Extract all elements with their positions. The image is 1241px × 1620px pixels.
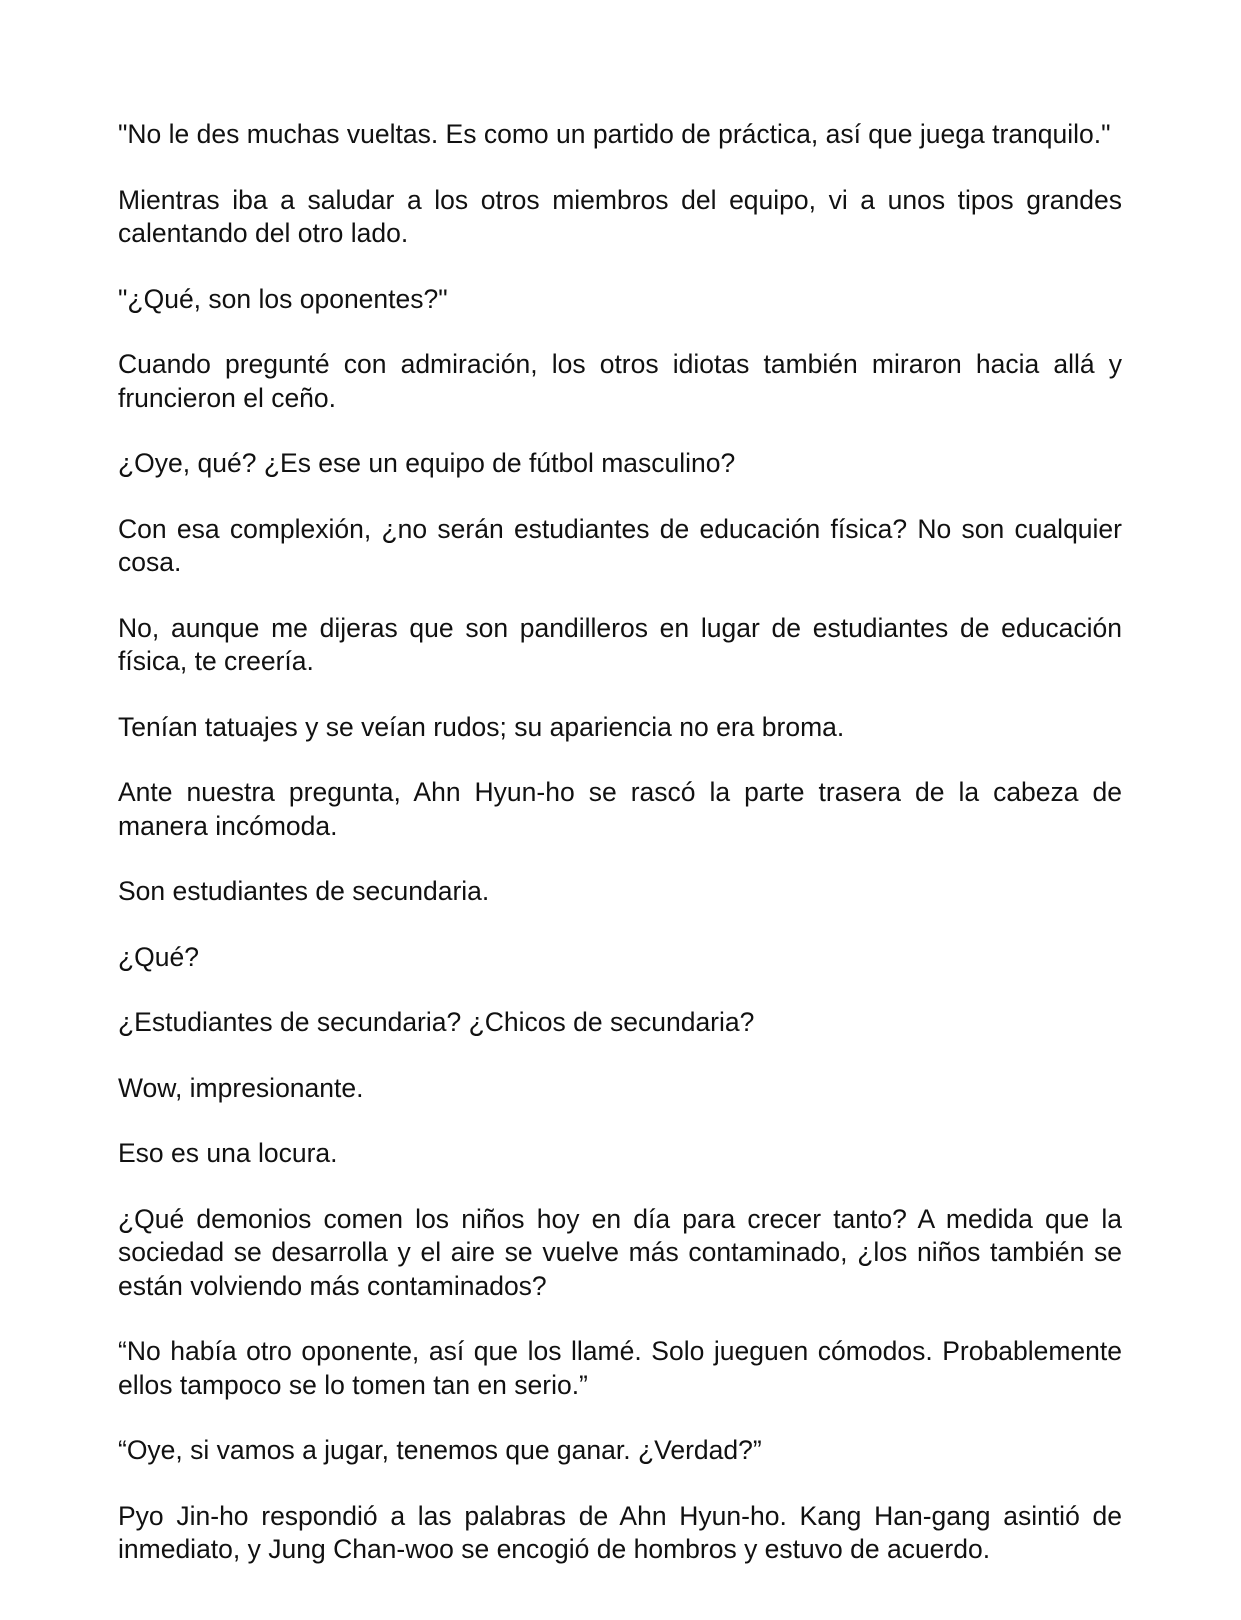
paragraph: ¿Oye, qué? ¿Es ese un equipo de fútbol masculino? bbox=[118, 448, 736, 478]
paragraph: "¿Qué, son los oponentes?" bbox=[118, 283, 448, 314]
paragraph: Con esa complexión, ¿no serán estudiantes de educación física? No son cualquier cosa. bbox=[118, 513, 1122, 577]
paragraph: Tenían tatuajes y se veían rudos; su apariencia no era broma. bbox=[118, 711, 845, 742]
paragraph: Pyo Jin-ho respondió a las palabras de Ahn Hyun-ho. Kang Han-gang asintió de inmediato, y Jung Chan-woo se encogió de hombros y estuvo de acuerdo. bbox=[118, 1500, 1122, 1564]
paragraph: Son estudiantes de secundaria. bbox=[118, 876, 490, 906]
paragraph: "No le des muchas vueltas. Es como un partido de práctica, así que juega tranquilo." bbox=[118, 119, 1111, 149]
paragraph: ¿Estudiantes de secundaria? ¿Chicos de secundaria? bbox=[118, 1007, 755, 1037]
paragraph: Cuando pregunté con admiración, los otros idiotas también miraron hacia allá y fruncieron el ceño. bbox=[118, 349, 1122, 413]
body-text bbox=[118, 118, 1122, 1599]
paragraph: Eso es una locura. bbox=[118, 1138, 338, 1168]
paragraph: Ante nuestra pregunta, Ahn Hyun-ho se rascó la parte trasera de la cabeza de manera incómoda. bbox=[118, 777, 1122, 841]
paragraph: Mientras iba a saludar a los otros miembros del equipo, vi a unos tipos grandes calentando del otro lado. bbox=[118, 184, 1122, 248]
paragraph: ¿Qué? bbox=[118, 941, 200, 972]
paragraph: “No había otro oponente, así que los llamé. Solo jueguen cómodos. Probablemente ellos tampoco se lo tomen tan en serio.” bbox=[118, 1336, 1122, 1400]
paragraph: Wow, impresionante. bbox=[118, 1072, 364, 1103]
paragraph: “Oye, si vamos a jugar, tenemos que ganar. ¿Verdad?” bbox=[118, 1435, 762, 1465]
paragraph: No, aunque me dijeras que son pandilleros en lugar de estudiantes de educación física, te creería. bbox=[118, 612, 1122, 676]
paragraph: ¿Qué demonios comen los niños hoy en día para crecer tanto? A medida que la sociedad se desarrolla y el aire se vuelve más contaminado, ¿los niños también se están volviendo más contaminados? bbox=[118, 1203, 1122, 1301]
